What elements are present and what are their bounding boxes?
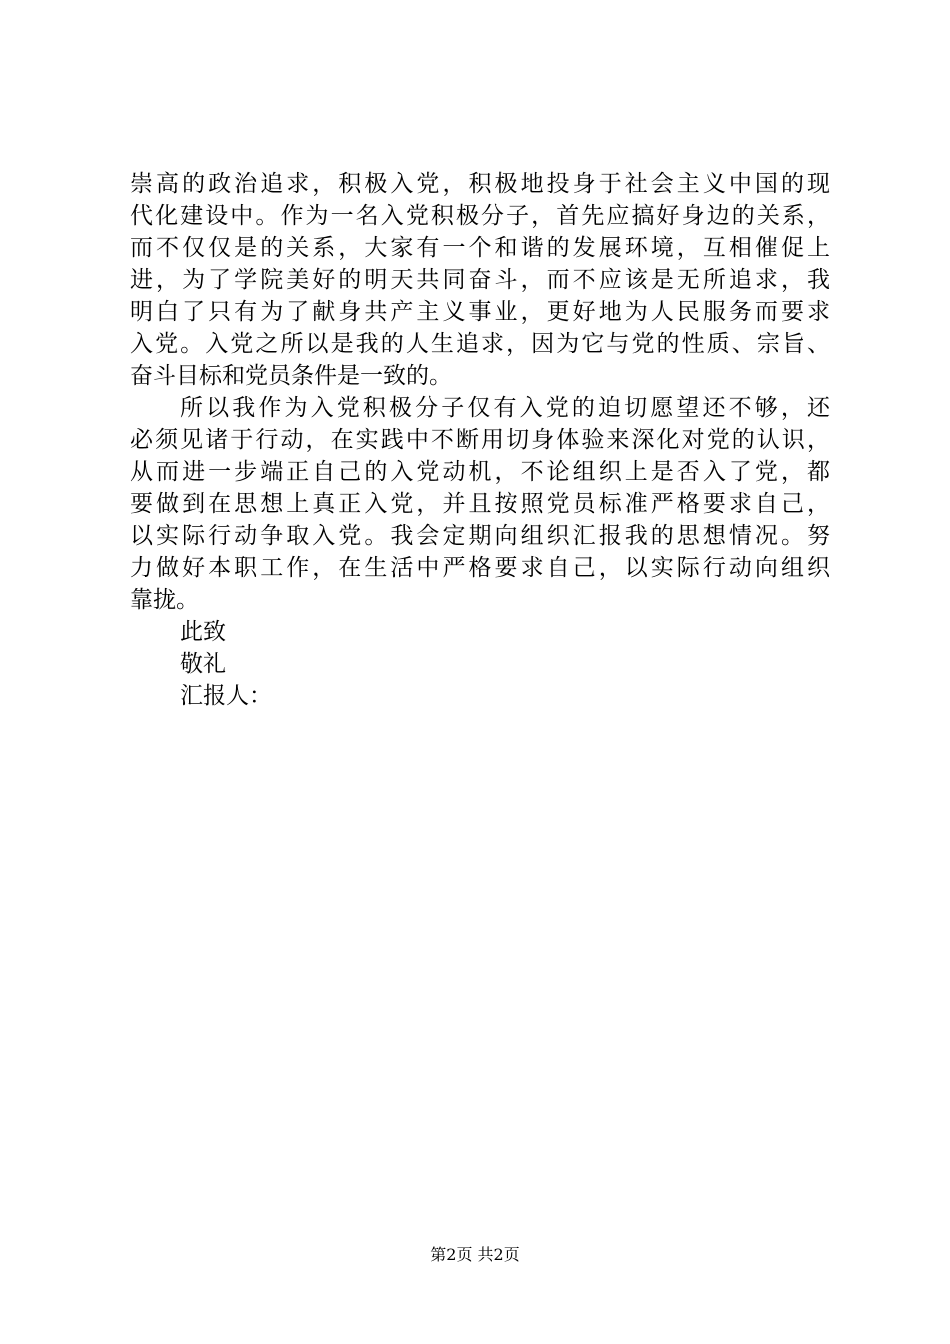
text-line: 力做好本职工作，在生活中严格要求自己，以实际行动向组织 — [130, 555, 830, 581]
reporter-label: 汇报人： — [180, 683, 272, 709]
text-line: 明白了只有为了献身共产主义事业，更好地为人民服务而要求 — [130, 299, 830, 325]
text-line: 入党。入党之所以是我的人生追求，因为它与党的性质、宗旨、 — [130, 331, 830, 357]
text-line: 代化建设中。作为一名入党积极分子，首先应搞好身边的关系， — [130, 203, 830, 229]
closing-block — [130, 616, 830, 712]
text-line: 靠拢。 — [130, 587, 199, 613]
page-footer: 第2页 共2页 — [430, 1245, 520, 1264]
paragraph-1 — [130, 168, 830, 392]
text-line: 崇高的政治追求，积极入党，积极地投身于社会主义中国的现 — [130, 171, 830, 197]
text-line: 所以我作为入党积极分子仅有入党的迫切愿望还不够，还 — [180, 395, 830, 421]
salutation-cizhi: 此致 — [180, 619, 226, 645]
text-line: 必须见诸于行动，在实践中不断用切身体验来深化对党的认识， — [130, 427, 830, 453]
text-line: 奋斗目标和党员条件是一致的。 — [130, 363, 452, 389]
text-line: 从而进一步端正自己的入党动机，不论组织上是否入了党，都 — [130, 459, 830, 485]
document-body — [130, 168, 830, 712]
salutation-jingli: 敬礼 — [180, 651, 226, 677]
text-line: 要做到在思想上真正入党，并且按照党员标准严格要求自己， — [130, 491, 830, 517]
text-line: 以实际行动争取入党。我会定期向组织汇报我的思想情况。努 — [130, 523, 830, 549]
text-line: 而不仅仅是的关系，大家有一个和谐的发展环境，互相催促上 — [130, 235, 830, 261]
paragraph-2 — [130, 392, 830, 616]
text-line: 进，为了学院美好的明天共同奋斗，而不应该是无所追求，我 — [130, 267, 830, 293]
